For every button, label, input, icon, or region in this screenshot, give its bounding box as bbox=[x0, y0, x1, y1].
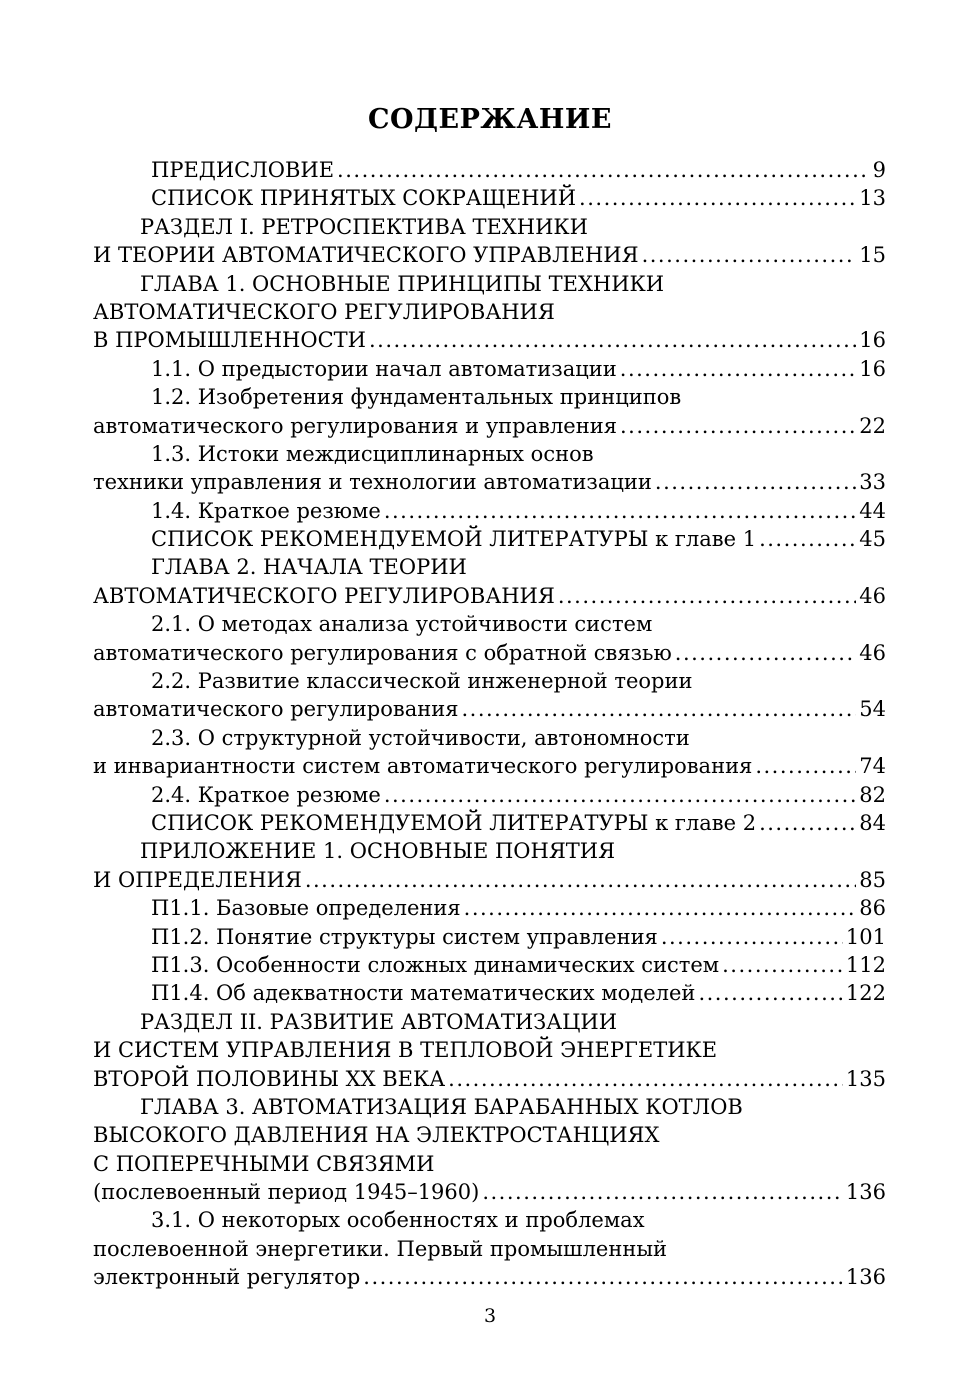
toc-page-number: 13 bbox=[859, 186, 886, 211]
toc-page-number: 74 bbox=[859, 754, 886, 779]
toc-entry-line bbox=[93, 497, 886, 525]
toc-entry-text: В ПРОМЫШЛЕННОСТИ bbox=[93, 328, 366, 353]
toc-entry-text: РАЗДЕЛ II. РАЗВИТИЕ АВТОМАТИЗАЦИИ bbox=[140, 1009, 618, 1034]
toc-entry-text: АВТОМАТИЧЕСКОГО РЕГУЛИРОВАНИЯ bbox=[93, 299, 555, 324]
toc-page-number: 9 bbox=[872, 158, 886, 182]
toc-page-number: 84 bbox=[859, 810, 886, 835]
toc-entry-text: ПРИЛОЖЕНИЕ 1. ОСНОВНЫЕ ПОНЯТИЯ bbox=[140, 839, 616, 864]
toc-entry-line bbox=[93, 809, 886, 837]
toc-entry-line bbox=[93, 979, 886, 1007]
toc-page-number: 86 bbox=[859, 896, 886, 921]
page-title: СОДЕРЖАНИЕ bbox=[368, 104, 612, 135]
toc-entry-text: П1.4. Об адекватности математических моделей bbox=[151, 981, 696, 1006]
toc-entry-text: 2.3. О структурной устойчивости, автономности bbox=[151, 725, 690, 750]
toc-entry[interactable] bbox=[93, 156, 886, 184]
toc-page-number: 16 bbox=[859, 356, 886, 381]
toc-entry-text: техники управления и технологии автоматизации bbox=[93, 470, 652, 495]
toc-entry-text: 2.4. Краткое резюме bbox=[151, 782, 381, 807]
toc-page-number: 22 bbox=[859, 413, 886, 438]
toc-dot-leader bbox=[722, 951, 843, 979]
toc-entry[interactable] bbox=[93, 525, 886, 553]
toc-entry-text: ГЛАВА 2. НАЧАЛА ТЕОРИИ bbox=[151, 555, 467, 580]
toc-entry[interactable] bbox=[93, 1008, 886, 1093]
toc-entry[interactable] bbox=[93, 213, 886, 270]
toc-entry[interactable] bbox=[93, 781, 886, 809]
toc-page-number: 45 bbox=[859, 527, 886, 552]
toc-dot-leader bbox=[698, 979, 842, 1007]
toc-entry-text: СПИСОК РЕКОМЕНДУЕМОЙ ЛИТЕРАТУРЫ к главе 2 bbox=[151, 810, 757, 835]
toc-page-number: 54 bbox=[859, 697, 886, 722]
toc-entry[interactable] bbox=[93, 979, 886, 1007]
toc-entry-line bbox=[93, 1150, 886, 1178]
toc-entry-text: С ПОПЕРЕЧНЫМИ СВЯЗЯМИ bbox=[93, 1151, 435, 1176]
toc-dot-leader bbox=[579, 184, 856, 212]
toc-page-number: 135 bbox=[845, 1066, 886, 1091]
toc-entry-line bbox=[93, 1065, 886, 1093]
toc-entry-text: СПИСОК РЕКОМЕНДУЕМОЙ ЛИТЕРАТУРЫ к главе 1 bbox=[151, 527, 757, 552]
toc-entry-text: 1.1. О предыстории начал автоматизации bbox=[151, 356, 617, 381]
toc-dot-leader bbox=[558, 582, 856, 610]
toc-entry-text: электронный регулятор bbox=[93, 1265, 361, 1290]
toc-entry-text: 1.2. Изобретения фундаментальных принципов bbox=[151, 385, 682, 410]
toc-dot-leader bbox=[759, 525, 856, 553]
toc-entry-line bbox=[93, 1008, 886, 1036]
toc-entry-text: 1.3. Истоки междисциплинарных основ bbox=[151, 441, 594, 466]
toc-entry-line bbox=[93, 866, 886, 894]
toc-entry-line bbox=[93, 667, 886, 695]
toc-entry-text: 2.1. О методах анализа устойчивости систем bbox=[151, 612, 653, 637]
toc-entry-text: автоматического регулирования с обратной связью bbox=[93, 640, 672, 665]
toc-entry[interactable] bbox=[93, 497, 886, 525]
toc-entry-line bbox=[93, 1206, 886, 1234]
toc-entry[interactable] bbox=[93, 923, 886, 951]
toc-page-number: 44 bbox=[859, 498, 886, 523]
toc-page-number: 16 bbox=[859, 328, 886, 353]
toc-entry-text: СПИСОК ПРИНЯТЫХ СОКРАЩЕНИЙ bbox=[151, 186, 577, 211]
toc-dot-leader bbox=[464, 894, 857, 922]
toc-entry-line bbox=[93, 383, 886, 411]
toc-entry-line bbox=[93, 184, 886, 212]
toc-dot-leader bbox=[384, 497, 856, 525]
toc-entry[interactable] bbox=[93, 1093, 886, 1207]
toc-entry-line bbox=[93, 213, 886, 241]
toc-page-number: 101 bbox=[845, 924, 886, 949]
toc-entry-text: П1.2. Понятие структуры систем управления bbox=[151, 924, 658, 949]
toc-entry[interactable] bbox=[93, 610, 886, 667]
toc-page-number: 33 bbox=[859, 470, 886, 495]
toc-page-number: 112 bbox=[845, 952, 886, 977]
toc-entry-line bbox=[93, 298, 886, 326]
toc-page-number: 15 bbox=[859, 243, 886, 268]
toc-dot-leader bbox=[369, 326, 856, 354]
toc-dot-leader bbox=[655, 468, 856, 496]
toc-dot-leader bbox=[384, 781, 856, 809]
toc-entry-text: И СИСТЕМ УПРАВЛЕНИЯ В ТЕПЛОВОЙ ЭНЕРГЕТИКЕ bbox=[93, 1038, 718, 1063]
page-number: 3 bbox=[483, 1305, 497, 1327]
toc-page-number: 46 bbox=[859, 640, 886, 665]
toc-entry-text: АВТОМАТИЧЕСКОГО РЕГУЛИРОВАНИЯ bbox=[93, 583, 555, 608]
toc-entry-line bbox=[93, 695, 886, 723]
toc-entry-text: 3.1. О некоторых особенностях и проблемах bbox=[151, 1208, 645, 1233]
toc-entry-line bbox=[93, 923, 886, 951]
toc-entry-line bbox=[93, 468, 886, 496]
toc-entry[interactable] bbox=[93, 270, 886, 355]
toc-dot-leader bbox=[661, 923, 843, 951]
toc-entry-text: послевоенной энергетики. Первый промышленный bbox=[93, 1236, 668, 1261]
toc-entry-line bbox=[93, 724, 886, 752]
toc-dot-leader bbox=[620, 412, 856, 440]
toc-entry-line bbox=[93, 270, 886, 298]
toc-entry-text: (послевоенный период 1945–1960) bbox=[93, 1180, 480, 1205]
toc-dot-leader bbox=[461, 695, 856, 723]
toc-entry-line bbox=[93, 355, 886, 383]
toc-page-number: 46 bbox=[859, 583, 886, 608]
toc-entry-line bbox=[93, 781, 886, 809]
toc-page-number: 85 bbox=[859, 867, 886, 892]
toc-entry-text: 2.2. Развитие классической инженерной теории bbox=[151, 669, 693, 694]
toc-entry[interactable] bbox=[93, 951, 886, 979]
toc-entry-line bbox=[93, 639, 886, 667]
toc-entry-line bbox=[93, 582, 886, 610]
toc-entry-text: П1.1. Базовые определения bbox=[151, 896, 461, 921]
toc-page-number: 136 bbox=[845, 1180, 886, 1205]
toc-entry[interactable] bbox=[93, 355, 886, 383]
toc-entry-text: ПРЕДИСЛОВИЕ bbox=[151, 158, 335, 182]
toc-entry-text: РАЗДЕЛ I. РЕТРОСПЕКТИВА ТЕХНИКИ bbox=[140, 214, 588, 239]
toc-entry-line bbox=[93, 1178, 886, 1206]
toc-entry[interactable] bbox=[93, 440, 886, 497]
toc-entry-text: ВЫСОКОГО ДАВЛЕНИЯ НА ЭЛЕКТРОСТАНЦИЯХ bbox=[93, 1123, 660, 1148]
toc-entry-line bbox=[93, 553, 886, 581]
toc-entry-line bbox=[93, 1093, 886, 1121]
toc-entry-text: И ТЕОРИИ АВТОМАТИЧЕСКОГО УПРАВЛЕНИЯ bbox=[93, 243, 639, 268]
toc-dot-leader bbox=[759, 809, 856, 837]
toc-page-number: 82 bbox=[859, 782, 886, 807]
toc-entry-line bbox=[93, 837, 886, 865]
toc-entry-text: И ОПРЕДЕЛЕНИЯ bbox=[93, 867, 302, 892]
toc-entry[interactable] bbox=[93, 837, 886, 894]
toc-entry[interactable] bbox=[93, 894, 886, 922]
toc-entry-text: П1.3. Особенности сложных динамических систем bbox=[151, 952, 720, 977]
toc-entry-line bbox=[93, 241, 886, 269]
toc-dot-leader bbox=[675, 639, 857, 667]
toc-entry-text: автоматического регулирования bbox=[93, 697, 459, 722]
toc-dot-leader bbox=[642, 241, 857, 269]
toc-entry-line bbox=[93, 525, 886, 553]
toc-entry[interactable] bbox=[93, 184, 886, 212]
toc-entry-line bbox=[93, 326, 886, 354]
toc-dot-leader bbox=[305, 866, 856, 894]
toc-dot-leader bbox=[363, 1263, 843, 1291]
toc-entry-line bbox=[93, 1121, 886, 1149]
toc-entry-line bbox=[93, 440, 886, 468]
toc-entry-text: и инвариантности систем автоматического регулирования bbox=[93, 754, 753, 779]
toc-entry-line bbox=[93, 156, 886, 184]
toc-entry[interactable] bbox=[93, 553, 886, 610]
toc-entry-line bbox=[93, 412, 886, 440]
toc-page-number: 122 bbox=[845, 981, 886, 1006]
toc-entry-line bbox=[93, 894, 886, 922]
toc-entry-text: ГЛАВА 3. АВТОМАТИЗАЦИЯ БАРАБАННЫХ КОТЛОВ bbox=[140, 1094, 743, 1119]
toc-entry[interactable] bbox=[93, 383, 886, 440]
toc-entry-text: автоматического регулирования и управления bbox=[93, 413, 617, 438]
toc-entry-line bbox=[93, 1036, 886, 1064]
toc-dot-leader bbox=[755, 752, 856, 780]
toc-entry[interactable] bbox=[93, 667, 886, 724]
toc-dot-leader bbox=[482, 1178, 843, 1206]
toc-entry[interactable] bbox=[93, 809, 886, 837]
toc-entry-line bbox=[93, 610, 886, 638]
toc-entry-line bbox=[93, 1263, 886, 1291]
toc-entry-line bbox=[93, 752, 886, 780]
toc-entry[interactable] bbox=[93, 1206, 886, 1291]
toc-entry-line bbox=[93, 1235, 886, 1263]
toc-entry-line bbox=[93, 951, 886, 979]
toc-dot-leader bbox=[448, 1065, 843, 1093]
toc-page-number: 136 bbox=[845, 1265, 886, 1290]
toc-entry[interactable] bbox=[93, 724, 886, 781]
table-of-contents bbox=[93, 156, 886, 1292]
toc-entry-text: 1.4. Краткое резюме bbox=[151, 498, 381, 523]
toc-entry-text: ГЛАВА 1. ОСНОВНЫЕ ПРИНЦИПЫ ТЕХНИКИ bbox=[140, 271, 665, 296]
toc-dot-leader bbox=[337, 156, 870, 184]
toc-entry-text: ВТОРОЙ ПОЛОВИНЫ XX ВЕКА bbox=[93, 1066, 446, 1091]
toc-dot-leader bbox=[620, 355, 857, 383]
